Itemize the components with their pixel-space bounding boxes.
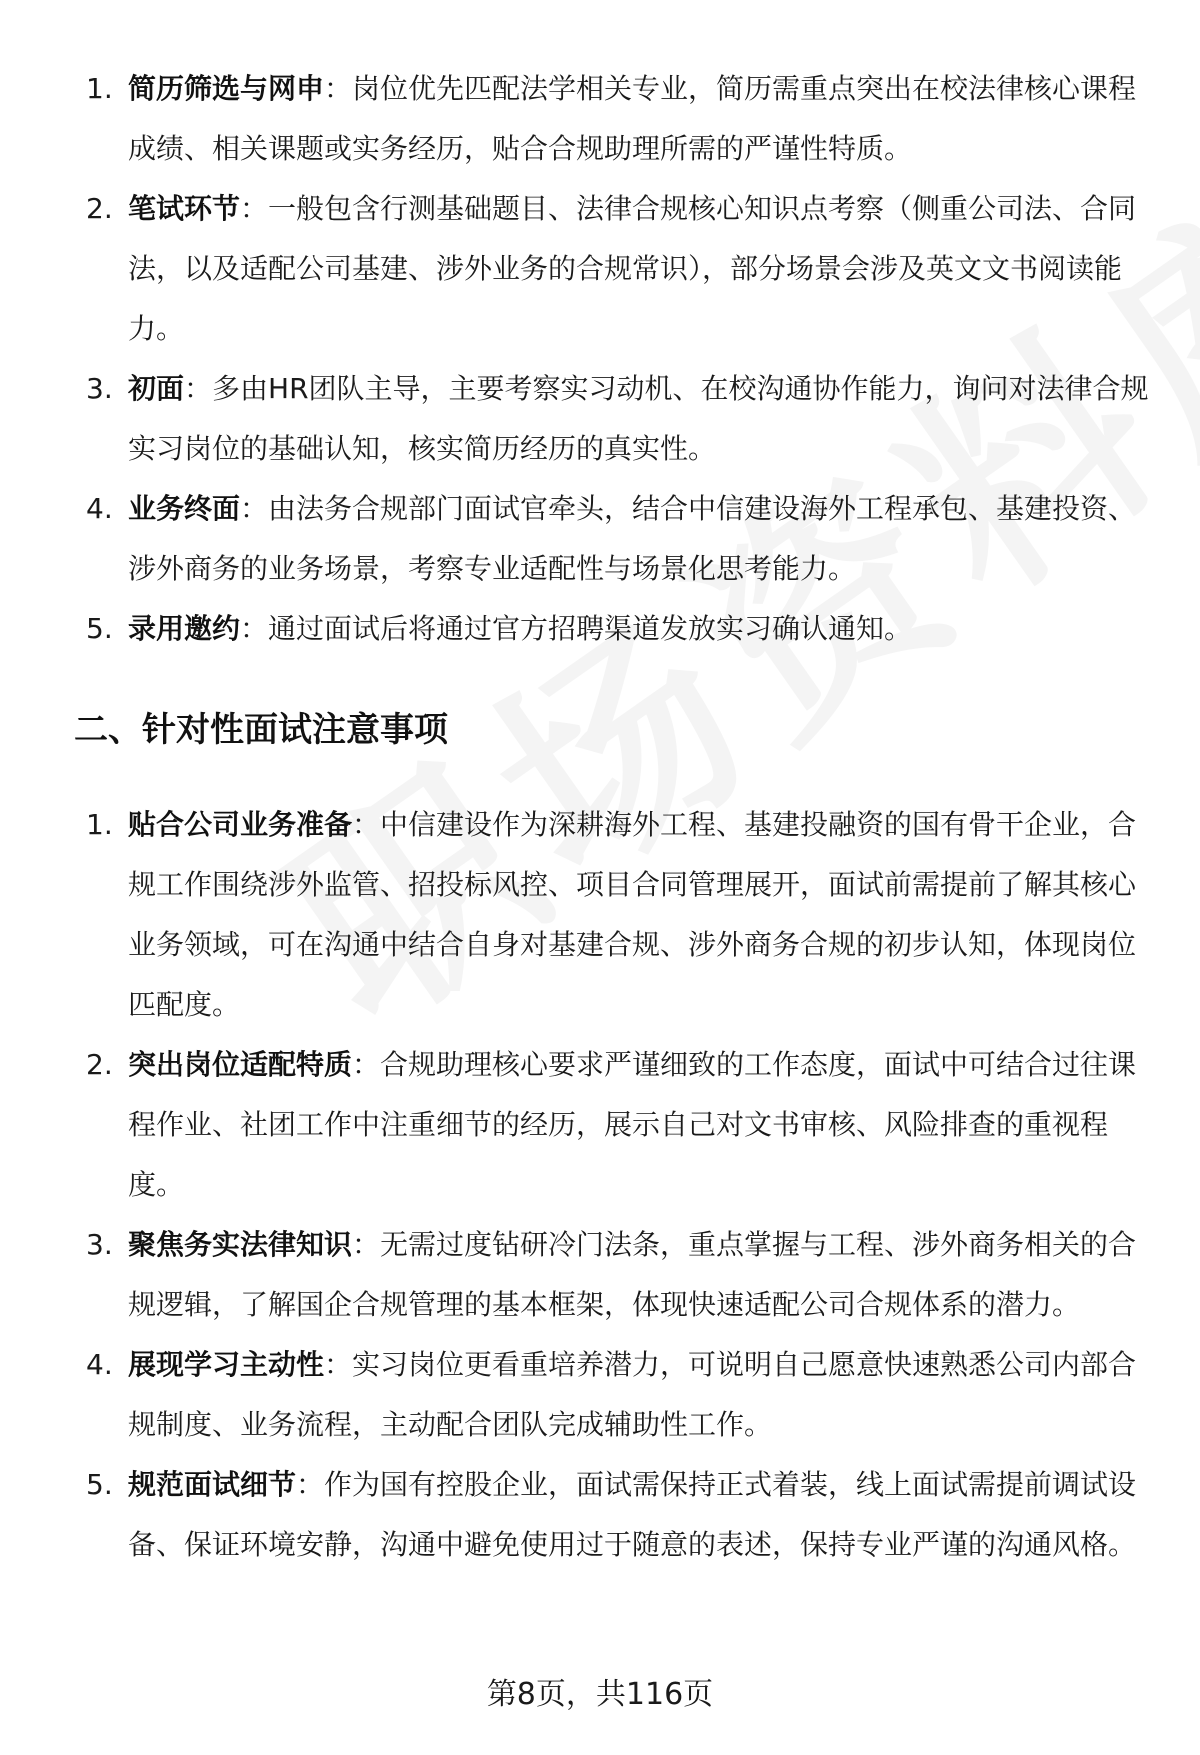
item-separator: ： bbox=[240, 492, 269, 525]
item-number: 2. bbox=[86, 192, 113, 225]
section-heading: 二、针对性面试注意事项 bbox=[74, 710, 448, 750]
item-separator: ： bbox=[240, 612, 269, 645]
list-item bbox=[0, 179, 1200, 359]
item-text: 岗位优先匹配法学相关专业，简历需重点突出在校法律核心课程成绩、相关课题或实务经历，贴合合规助理所需的严谨性特质。 bbox=[128, 72, 1137, 165]
item-number: 4. bbox=[86, 492, 113, 525]
item-text: 中信建设作为深耕海外工程、基建投融资的国有骨干企业，合规工作围绕涉外监管、招投标风控、项目合同管理展开，面试前需提前了解其核心业务领域，可在沟通中结合自身对基建合规、涉外商务合规的初步认知，体现岗位匹配度。 bbox=[128, 808, 1137, 1021]
list-item bbox=[0, 1215, 1200, 1335]
item-text: 作为国有控股企业，面试需保持正式着装，线上面试需提前调试设备、保证环境安静，沟通中避免使用过于随意的表述，保持专业严谨的沟通风格。 bbox=[128, 1468, 1137, 1561]
item-separator: ： bbox=[240, 192, 269, 225]
list-item bbox=[0, 479, 1200, 599]
item-number: 3. bbox=[86, 1228, 113, 1261]
list-item bbox=[0, 59, 1200, 179]
item-separator: ： bbox=[184, 372, 213, 405]
item-text: 通过面试后将通过官方招聘渠道发放实习确认通知。 bbox=[268, 612, 913, 645]
item-text: 由法务合规部门面试官牵头，结合中信建设海外工程承包、基建投资、涉外商务的业务场景，考察专业适配性与场景化思考能力。 bbox=[128, 492, 1137, 585]
item-number: 5. bbox=[86, 612, 113, 645]
item-separator: ： bbox=[352, 1048, 381, 1081]
item-title: 录用邀约 bbox=[128, 612, 241, 645]
process-list bbox=[0, 59, 1200, 659]
item-text: 一般包含行测基础题目、法律合规核心知识点考察（侧重公司法、合同法，以及适配公司基建、涉外业务的合规常识），部分场景会涉及英文文书阅读能力。 bbox=[128, 192, 1137, 345]
item-separator: ： bbox=[352, 808, 381, 841]
list-item bbox=[0, 359, 1200, 479]
list-item bbox=[0, 599, 1200, 659]
item-title: 笔试环节 bbox=[128, 192, 241, 225]
item-number: 1. bbox=[86, 72, 113, 105]
tips-list bbox=[0, 795, 1200, 1575]
item-title: 初面 bbox=[128, 372, 185, 405]
list-item bbox=[0, 1455, 1200, 1575]
item-number: 1. bbox=[86, 808, 113, 841]
item-separator: ： bbox=[352, 1228, 381, 1261]
item-title: 突出岗位适配特质 bbox=[128, 1048, 353, 1081]
item-number: 3. bbox=[86, 372, 113, 405]
item-number: 5. bbox=[86, 1468, 113, 1501]
item-text: 合规助理核心要求严谨细致的工作态度，面试中可结合过往课程作业、社团工作中注重细节的经历，展示自己对文书审核、风险排查的重视程度。 bbox=[128, 1048, 1137, 1201]
list-item bbox=[0, 1035, 1200, 1215]
item-number: 4. bbox=[86, 1348, 113, 1381]
item-text: 无需过度钻研冷门法条，重点掌握与工程、涉外商务相关的合规逻辑，了解国企合规管理的基本框架，体现快速适配公司合规体系的潜力。 bbox=[128, 1228, 1137, 1321]
item-separator: ： bbox=[324, 72, 353, 105]
item-title: 聚焦务实法律知识 bbox=[128, 1228, 353, 1261]
item-number: 2. bbox=[86, 1048, 113, 1081]
item-title: 展现学习主动性 bbox=[128, 1348, 325, 1381]
item-separator: ： bbox=[324, 1348, 353, 1381]
item-title: 贴合公司业务准备 bbox=[128, 808, 353, 841]
item-title: 业务终面 bbox=[128, 492, 241, 525]
item-text: 多由HR团队主导，主要考察实习动机、在校沟通协作能力，询问对法律合规实习岗位的基础认知，核实简历经历的真实性。 bbox=[128, 372, 1149, 465]
page-number: 第8页，共116页 bbox=[486, 1677, 714, 1712]
item-text: 实习岗位更看重培养潜力，可说明自己愿意快速熟悉公司内部合规制度、业务流程，主动配合团队完成辅助性工作。 bbox=[128, 1348, 1137, 1441]
item-title: 简历筛选与网申 bbox=[128, 72, 325, 105]
item-title: 规范面试细节 bbox=[128, 1468, 297, 1501]
item-separator: ： bbox=[296, 1468, 325, 1501]
list-item bbox=[0, 1335, 1200, 1455]
list-item bbox=[0, 795, 1200, 1035]
